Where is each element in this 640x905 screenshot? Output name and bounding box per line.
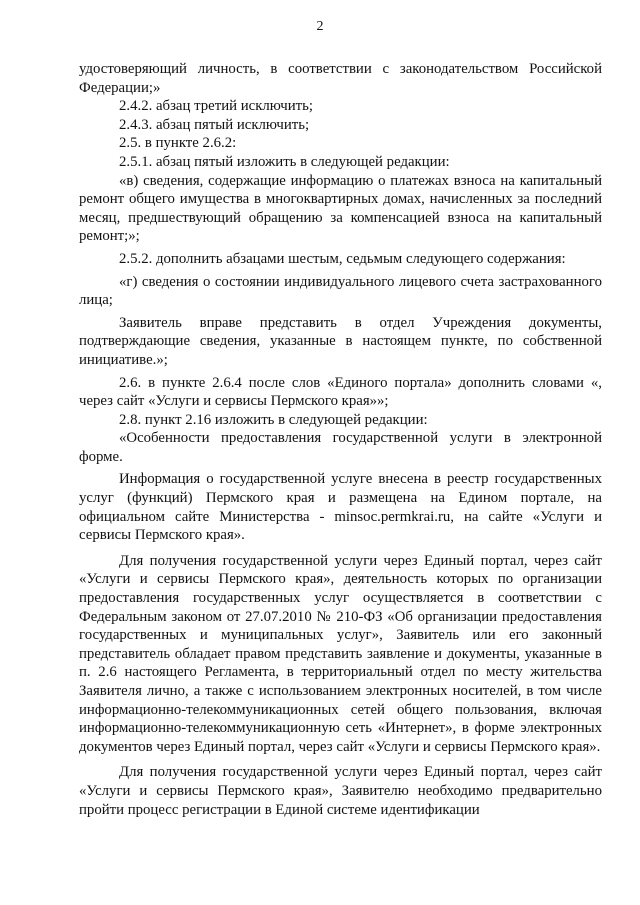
- page-number: 2: [316, 19, 324, 34]
- paragraph-registration: Для получения государственной услуги через Единый портал, через сайт «Услуги и сервисы Пермского края», Заявителю необходимо предварительно пройти процесс регистрации в Единой системе идентификации: [79, 764, 602, 818]
- paragraph-quote-g: «г) сведения о состоянии индивидуального лицевого счета застрахованного лица;: [79, 273, 602, 309]
- paragraph-electronic-form-heading: «Особенности предоставления государственной услуги в электронной форме.: [79, 430, 602, 465]
- paragraph-applicant-right: Заявитель вправе представить в отдел Учреждения документы, подтверждающие сведения, указанные в настоящем пункте, по собственной инициативе.»;: [79, 314, 602, 368]
- paragraph-quote-v: «в) сведения, содержащие информацию о платежах взноса на капитальный ремонт общего имущества в многоквартирных домах, начисленных за последний месяц, предшествующий обращению за компенсацией взноса на капитальный ремонт;»;: [79, 172, 602, 245]
- paragraph-2-8: 2.8. пункт 2.16 изложить в следующей редакции:: [119, 411, 428, 428]
- paragraph-registry-info: Информация о государственной услуге внесена в реестр государственных услуг (функций) Пермского края и размещена на Едином портале, на официальном сайте Министерства - minsoc.permkrai.ru, на сайте «Услуги и сервисы Пермского края».: [79, 471, 602, 544]
- document-body: [79, 60, 602, 819]
- paragraph-2-4-3: 2.4.3. абзац пятый исключить;: [119, 116, 310, 133]
- paragraph-2-5-1: 2.5.1. абзац пятый изложить в следующей редакции:: [119, 153, 450, 170]
- paragraph-2-5-2: 2.5.2. дополнить абзацами шестым, седьмым следующего содержания:: [119, 250, 566, 267]
- paragraph-2-5: 2.5. в пункте 2.6.2:: [119, 135, 237, 152]
- paragraph-portal-procedure: Для получения государственной услуги через Единый портал, через сайт «Услуги и сервисы Пермского края», деятельность которых по организации предоставления государственных услуг осуществляется в соответствии с Федеральным законом от 27.07.2010 № 210-ФЗ «Об организации предоставления государственных и муниципальных услуг», Заявитель или его законный представитель обладает правом представить заявление и документы, указанные в п. 2.6 настоящего Регламента, в территориальный отдел по месту жительства Заявителя лично, а также с использованием электронных носителей, в том числе информационно-телекоммуникационных сетей общего пользования, включая информационно-телекоммуникационную сеть «Интернет», в форме электронных документов через Единый портал, через сайт «Услуги и сервисы Пермского края».: [79, 552, 602, 755]
- paragraph-continuation: удостоверяющий личность, в соответствии с законодательством Российской Федерации;»: [79, 61, 602, 96]
- paragraph-2-4-2: 2.4.2. абзац третий исключить;: [119, 98, 313, 115]
- paragraph-2-6: 2.6. в пункте 2.6.4 после слов «Единого портала» дополнить словами «, через сайт «Услуги и сервисы Пермского края»»;: [79, 374, 602, 410]
